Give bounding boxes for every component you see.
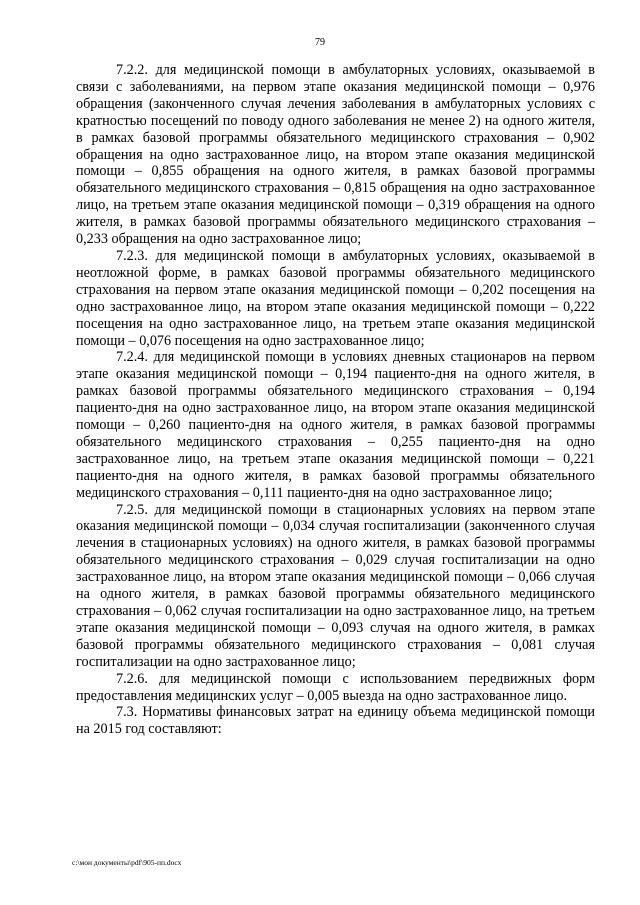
footer-file-path: c:\мои документы\pdf\905-пп.docx xyxy=(72,858,182,867)
page-number: 79 xyxy=(315,37,325,48)
paragraph-7-2-3: 7.2.3. для медицинской помощи в амбулаторных условиях, оказываемой в неотложной форме, в рамках базовой программы обязательного медицинского страхования на первом этапе оказания медицинской помощи – 0,202 посещения на одно застрахованное лицо, на втором этапе оказания медицинской помощи – 0,222 посещения на одно застрахованное лицо, на третьем этапе оказания медицинской помощи – 0,076 посещения на одно застрахованное лицо; xyxy=(76,247,595,349)
document-body xyxy=(76,62,595,738)
paragraph-7-2-2: 7.2.2. для медицинской помощи в амбулаторных условиях, оказываемой в связи с заболеваниями, на первом этапе оказания медицинской помощи – 0,976 обращения (законченного случая лечения заболевания в амбулаторных условиях с кратностью посещений по поводу одного заболевания не менее 2) на одного жителя, в рамках базовой программы обязательного медицинского страхования – 0,902 обращения на одно застрахованное лицо, на втором этапе оказания медицинской помощи – 0,855 обращения на одного жителя, в рамках базовой программы обязательного медицинского страхования – 0,815 обращения на одно застрахованное лицо, на третьем этапе оказания медицинской помощи – 0,319 обращения на одного жителя, в рамках базовой программы обязательного медицинского страхования – 0,233 обращения на одно застрахованное лицо; xyxy=(76,62,595,248)
paragraph-7-2-5: 7.2.5. для медицинской помощи в стационарных условиях на первом этапе оказания медицинской помощи – 0,034 случая госпитализации (законченного случая лечения в стационарных условиях) на одного жителя, в рамках базовой программы обязательного медицинского страхования – 0,029 случая госпитализации на одно застрахованное лицо, на втором этапе оказания медицинской помощи – 0,066 случая на одного жителя, в рамках базовой программы обязательного медицинского страхования – 0,062 случая госпитализации на одно застрахованное лицо, на третьем этапе оказания медицинской помощи – 0,093 случая на одного жителя, в рамках базовой программы обязательного медицинского страхования – 0,081 случая госпитализации на одно застрахованное лицо; xyxy=(76,501,595,670)
paragraph-7-2-4: 7.2.4. для медицинской помощи в условиях дневных стационаров на первом этапе оказания медицинской помощи – 0,194 пациенто-дня на одного жителя, в рамках базовой программы обязательного медицинского страхования – 0,194 пациенто-дня на одно застрахованное лицо, на втором этапе оказания медицинской помощи – 0,260 пациенто-дня на одного жителя, в рамках базовой программы обязательного медицинского страхования – 0,255 пациенто-дня на одно застрахованное лицо, на третьем этапе оказания медицинской помощи – 0,221 пациенто-дня на одного жителя, в рамках базовой программы обязательного медицинского страхования – 0,111 пациенто-дня на одно застрахованное лицо; xyxy=(76,349,595,501)
paragraph-7-3: 7.3. Нормативы финансовых затрат на единицу объема медицинской помощи на 2015 год составляют: xyxy=(76,704,595,738)
paragraph-7-2-6: 7.2.6. для медицинской помощи с использованием передвижных форм предоставления медицинских услуг – 0,005 выезда на одно застрахованное лицо. xyxy=(76,670,595,704)
